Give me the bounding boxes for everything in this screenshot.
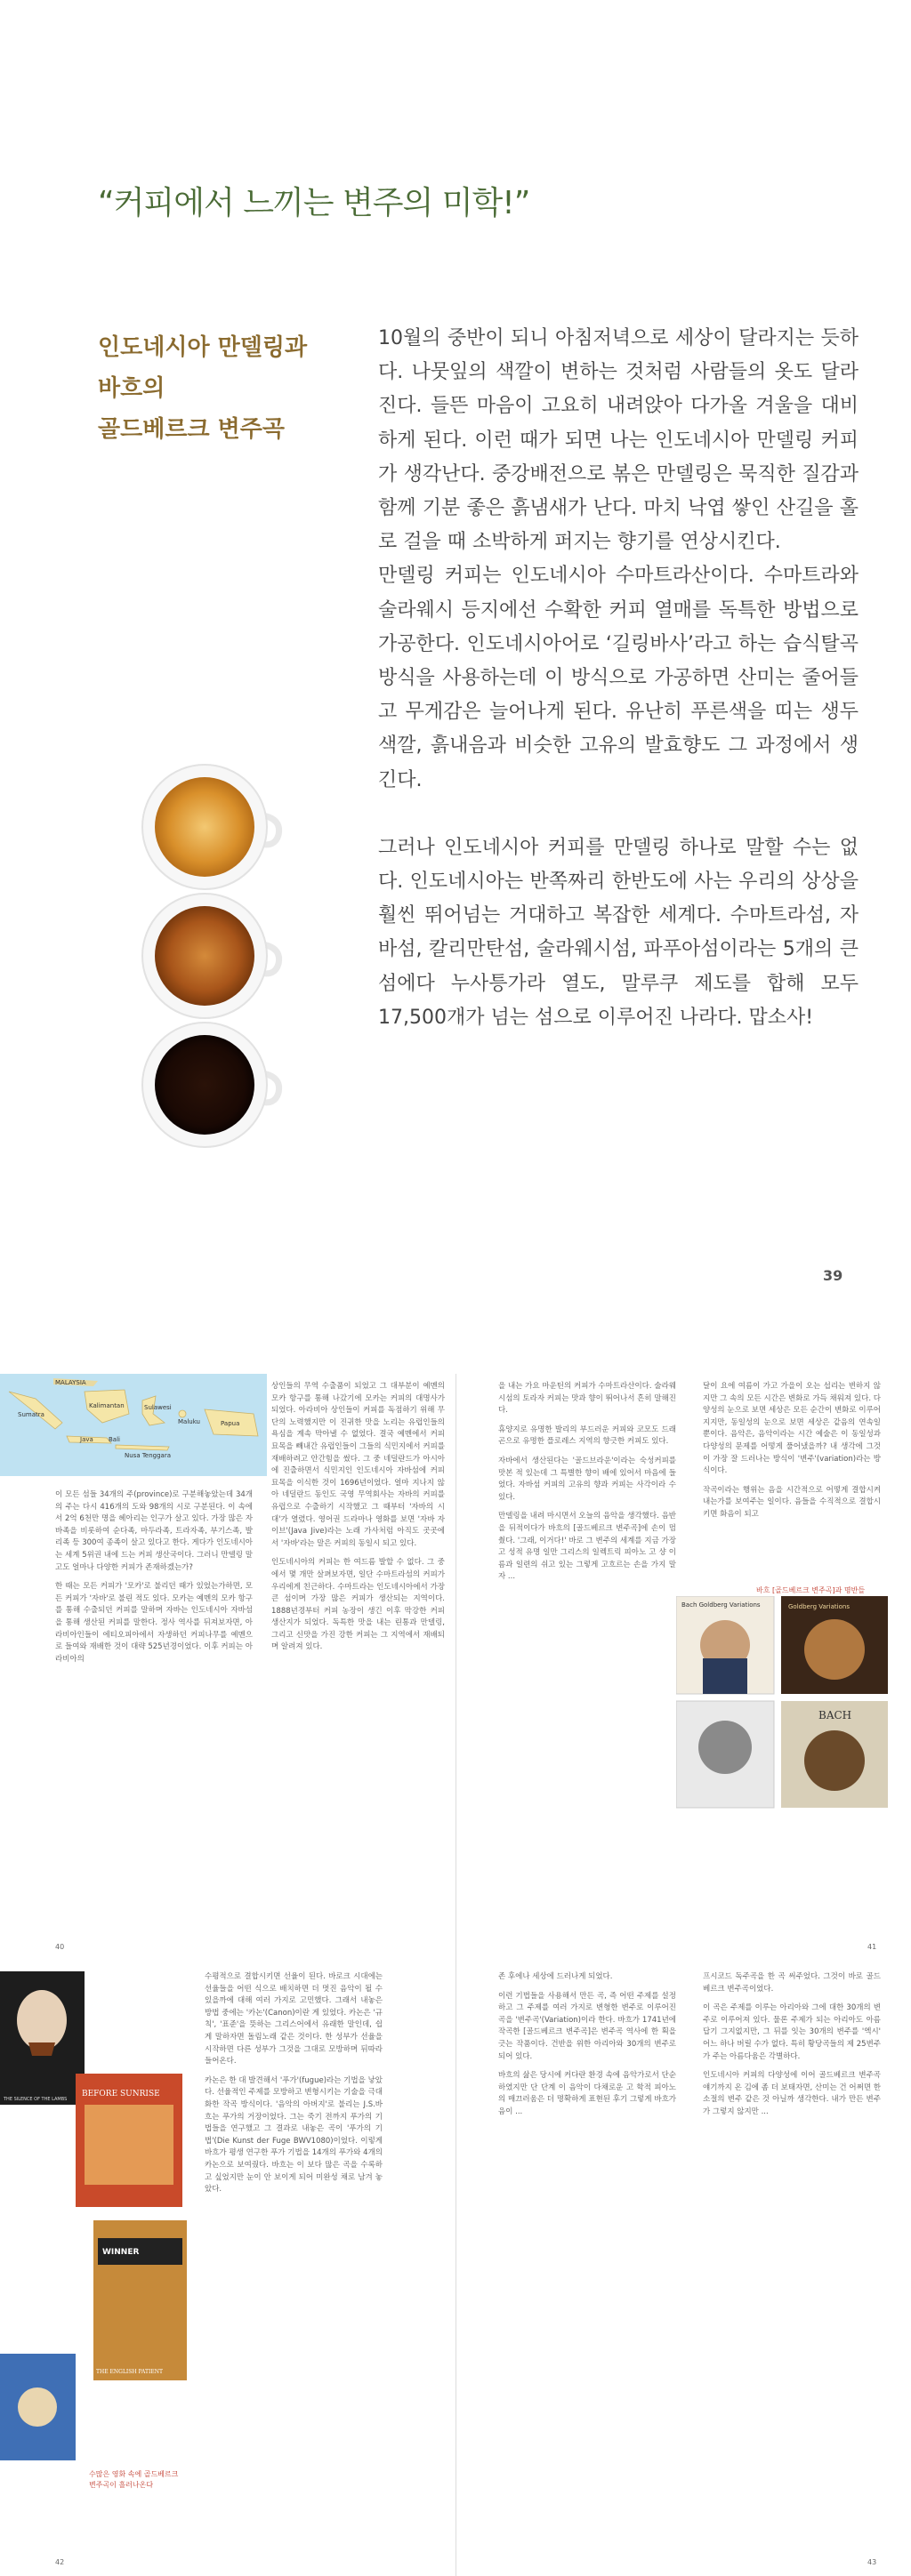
poster-before-sunrise bbox=[76, 2074, 182, 2207]
cup-light bbox=[142, 765, 279, 889]
spread-40-41 bbox=[0, 1374, 911, 1958]
poster-silence-of-the-lambs bbox=[0, 1971, 85, 2105]
subtitle-line-2: 바흐의 bbox=[98, 375, 165, 402]
album-cover-2 bbox=[781, 1596, 888, 1694]
movie-posters bbox=[0, 1971, 196, 2540]
page43-col1-para-1: 존 후에나 세상에 드러나게 되었다. bbox=[498, 1972, 613, 1981]
poster-label-2: BEFORE SUNRISE bbox=[82, 2090, 160, 2099]
page-number-40: 40 bbox=[55, 1943, 65, 1951]
map-label-sulawesi: Sulawesi bbox=[144, 1404, 172, 1411]
album-label-1: Bach Goldberg Variations bbox=[681, 1601, 761, 1609]
page41-col2-para-2: 작곡이라는 행위는 음을 시간적으로 어떻게 결합시켜내는가를 보여주는 일이다. 음들을 수직적으로 결합시키면 화음이 되고 bbox=[703, 1485, 881, 1519]
article-body bbox=[378, 322, 859, 1035]
poster-label-3: WINNER bbox=[102, 2248, 140, 2257]
poster-label-4: THE ENGLISH PATIENT bbox=[96, 2369, 164, 2375]
page42-col1-para-1: 수평적으로 결합시키면 선율이 된다. 바로크 시대에는 선율들을 어떤 식으로 배치하면 더 멋진 음악이 될 수 있을까에 대해 여러 가지로 고민했다. 그래서 내놓은 방법 중에는 '카논'(Canon)이란 게 있었다. 카논은 '규칙', '표준'을 뜻하는 그리스어에서 유래한 말인데, 쉽게 말하자면 돌림노래 같은 것이다. 한 성부가 선율을 시작하면 다른 성부가 그것을 그대로 모방하며 뒤따라 들어온다. bbox=[205, 1972, 383, 2066]
page43-col2-para-2: 이 곡은 주제를 이루는 아리아와 그에 대한 30개의 변주로 이루어져 있다. 물론 주제가 되는 아리아도 아름답기 그지없지만, 그 뒤를 잇는 30개의 변주를 '엑시' 어느 하나 버릴 수가 없다. 특히 황당곡들의 제 25변주가 주는 아름다움은 각별하다. bbox=[703, 2003, 881, 2061]
page42-col1-para-2: 카논은 한 대 발견해서 '푸가'(fugue)라는 기법을 낳았다. 선율적인 주제를 모방하고 변형시키는 기술을 극대화한 작곡 방식이다. '음악의 아버지'로 불리는 J.S.바흐는 푸가의 거장이었다. 그는 죽기 전까지 푸가의 기법들을 연구했고 그 결과로 내놓은 곡이 '푸가의 기법'(Die Kunst der Fuge BWV1080)이었다. 이렇게 바흐가 평생 연구한 푸가 기법을 14개의 푸가와 4개의 카논으로 보여줬다. 바흐는 이 보다 많은 곡을 수록하고 싶었지만 눈이 안 보이게 되어 미완성 채로 남겨 놓았다. bbox=[205, 2075, 383, 2195]
map-label-bali: Bali bbox=[109, 1436, 120, 1443]
map-label-nusa-tenggara: Nusa Tenggara bbox=[125, 1452, 172, 1459]
subtitle-line-3: 골드베르크 변주곡 bbox=[98, 416, 285, 443]
album-label-3: BACH bbox=[818, 1709, 852, 1721]
spread-42-43 bbox=[0, 1958, 911, 2576]
map-label-kalimantan: Kalimantan bbox=[89, 1402, 125, 1409]
paragraph-1: 10월의 중반이 되니 아침저녁으로 세상이 달라지는 듯하다. 나뭇잎의 색깔이 변하는 것처럼 사람들의 옷도 달라진다. 들뜬 마음이 고요히 내려앉아 다가올 겨울을 대비하게 된다. 이런 때가 되면 나는 인도네시아 만델링 커피가 생각난다. 중강배전으로 볶은 만델링은 묵직한 질감과 함께 기분 좋은 흙냄새가 난다. 마치 낙엽 쌓인 산길을 홀로 걸을 때 소박하게 퍼지는 향기를 연상시킨다. bbox=[378, 327, 859, 554]
album-label-2: Goldberg Variations bbox=[788, 1603, 850, 1610]
map-label-maluku: Maluku bbox=[178, 1418, 200, 1425]
page41-col1 bbox=[498, 1381, 676, 1950]
cup-medium bbox=[142, 894, 279, 1018]
page42-col1 bbox=[205, 1971, 383, 2558]
paragraph-2: 만델링 커피는 인도네시아 수마트라산이다. 수마트라와 술라웨시 등지에선 수확한 커피 열매를 독특한 방법으로 가공한다. 인도네시아어로 ‘길링바사’라고 하는 습식탈곡 방식을 사용하는데 이 방식으로 가공하면 산미는 줄어들고 무게감은 늘어나게 된다. 유난히 푸른색을 띠는 생두 색깔, 흙내음과 비슷한 고유의 발효향도 그 과정에서 생긴다. bbox=[378, 565, 859, 791]
page43-col2-para-1: 프시코드 독주곡을 한 곡 써주었다. 그것이 바로 골드베르크 변주곡이었다. bbox=[703, 1972, 881, 1994]
page41-col1-para-3: 자바에서 생산된다는 '골드브라운'이라는 숙성커피를 맛본 적 있는데 그 특별한 향이 배에 있어서 마음에 들었다. 자바섬 커피의 고유의 향과 커피는 사각이라 수 있다. bbox=[498, 1456, 676, 1502]
album-caption: 바흐 [골드베르크 변주곡]과 명반들 bbox=[756, 1586, 866, 1594]
album-covers bbox=[676, 1596, 890, 1818]
page40-col2-para-1: 상인들의 무역 수출품이 되었고 그 대부분이 예멘의 모카 항구를 통해 나갔기에 모카는 커피의 대명사가 되었다. 아라비아 상인들이 커피를 독점하기 위해 무단의 노력했지만 이 진귀한 맛을 노리는 유럽인들의 욕심을 계속 막아낼 수 없었다. 결국 예멘에서 커피 묘목을 빼내간 유럽인들이 그들의 식민지에서 커피를 재배하려고 안간힘을 썼다. 그 중 네덜란드가 아시아에 진출하면서 식민지인 인도네시아 자바섬에 커피 묘목을 이식한 것이 1696년이었다. 얼마 지나지 않아 네덜란드 동인도 국영 무역회사는 자바의 커피를 유럽으로 수출하기 시작했고 그 때부터 '자바의 시대'가 열렸다. 영어권 드라마나 영화를 보면 '자바 자이브'(Java Jive)라는 노래 가사처럼 아직도 곳곳에서 '자바'라는 말은 커피의 동일시 되고 있다. bbox=[271, 1382, 445, 1548]
poster-label-1: THE SILENCE OF THE LAMBS bbox=[4, 2097, 68, 2102]
page41-col1-para-2: 휴양지로 유명한 발리의 부드러운 커피와 코모도 드래곤으로 유명한 플로레스 지역의 향긋한 커피도 있다. bbox=[498, 1424, 676, 1447]
map-label-malaysia: MALAYSIA bbox=[55, 1379, 86, 1386]
page43-col2-para-3: 인도네시아 커피의 다양성에 이어 골드베르크 변주곡 얘기까지 온 김에 좀 더 보태자면, 산미는 건 어쩌면 한 소절의 변주 같은 것 아닐까 생각한다. 내가 만든 변주가 그렇지 않지만 ... bbox=[703, 2071, 881, 2116]
page41-col2-para-1: 달이 요에 여름이 가고 가을이 오는 섭리는 변하지 않지만 그 속의 모든 시간은 변화로 가득 채워져 있다. 다양성의 눈으로 보면 세상은 모든 순간이 변화로 이루어지지만, 동일성의 눈으로 보면 세상은 같음의 연속일 뿐이다. 음악은, 음악이라는 시간 예술은 이 동일성과 다양성의 문제를 어떻게 풀어냈을까? 내 생각에 그것이 가장 잘 드러나는 방식이 '변주'(variation)라는 방식이다. bbox=[703, 1382, 881, 1476]
poster-caption: 수많은 영화 속에 골드베르크 변주곡이 흘러나온다 bbox=[89, 2470, 179, 2489]
pull-quote: “커피에서 느끼는 변주의 미학!” bbox=[98, 185, 530, 221]
page-number-43: 43 bbox=[867, 2558, 877, 2566]
page41-col1-para-4: 만델링을 내려 마시면서 오늘의 음악을 생각했다. 음반을 뒤적이다가 바흐의 [골드베르크 변주곡]에 손이 멈췄다. '그래, 이거다!' 바로 그 변주의 세계를 지금 가장 고 성적 유명 일만 그리스의 일렉트릭 피아노 고 샹 이름과 일련의 쉬고 있는 그렇게 고흐르는 손을 가지 말자 ... bbox=[498, 1512, 676, 1582]
page41-col2 bbox=[703, 1381, 881, 1577]
page43-col2 bbox=[703, 1971, 881, 2558]
page43-col1-para-3: 바흐의 삶은 당시에 커다란 환경 속에 음악가로서 단순하였지만 단 단계 이 음악이 다채로운 고 학적 피아노의 매끄러움은 더 명확하게 표현된 후기 그렇게 바흐가 음이 ... bbox=[498, 2071, 676, 2116]
album-cover-1 bbox=[676, 1596, 774, 1694]
page43-col1-para-2: 이런 기법들을 사용해서 만든 곡, 즉 어떤 주제를 설정하고 그 주제를 여러 가지로 변형한 변주로 이루어진 곡을 '변주곡'(Variation)이라 한다. 바흐가 1741년에 작곡한 [골드베르크 변주곡]은 변주곡 역사에 한 획을 긋는 작품이다. 건반을 위한 아리아와 30개의 변주로 되어 있다. bbox=[498, 1991, 676, 2061]
album-cover-3 bbox=[676, 1701, 774, 1808]
page-number: 39 bbox=[823, 1267, 843, 1284]
page-number-41: 41 bbox=[867, 1943, 877, 1951]
indonesia-map bbox=[0, 1374, 267, 1476]
page41-col1-para-1: 을 내는 가요 마운틴의 커피가 수마트라산이다. 술라웨시섬의 토라자 커피는 맛과 향이 뛰어나서 흔히 말해진다. bbox=[498, 1382, 676, 1416]
page-number-42: 42 bbox=[55, 2558, 65, 2566]
poster-english-patient bbox=[93, 2220, 187, 2380]
page43-col1 bbox=[498, 1971, 676, 2558]
page40-col1-para-1: 이 모든 섬들 34개의 주(province)로 구분해놓았는데 34개의 주는 다시 416개의 도와 98개의 시로 구분된다. 이 속에서 2억 6천만 명을 헤아리는 인구가 살고 있다. 가장 많은 자바족을 비롯하여 순다족, 마두라족, 트라자족, 부기스족, 발리족 등 300여 종족이 살고 있다고 한다. 게다가 인도네시아는 세계 5위권 내에 드는 커피 생산국이다. 그러니 만델링 말고도 얼마나 다양한 커피가 존재하겠는가? bbox=[55, 1490, 253, 1572]
page40-col2 bbox=[271, 1381, 445, 1932]
paragraph-3: 그러나 인도네시아 커피를 만델링 하나로 말할 수는 없다. 인도네시아는 반쪽짜리 한반도에 사는 우리의 상상을 훨씬 뛰어넘는 거대하고 복잡한 세계다. 수마트라섬, 자바섬, 칼리만탄섬, 술라웨시섬, 파푸아섬이라는 5개의 큰 섬에다 누사틍가라 열도, 말루쿠 제도를 합해 모두 17,500개가 넘는 섬으로 이루어진 나라다. 맙소사! bbox=[378, 836, 859, 1029]
map-label-papua: Papua bbox=[221, 1420, 240, 1427]
page40-col2-para-2: 인도네시아의 커피는 한 여드름 발할 수 없다. 그 중에서 몇 개만 살펴보자면, 일단 수마트라섬의 커피가 우리에게 친근하다. 수마트라는 인도네시아에서 가장 큰 섬이며 가장 많은 커피가 생산되는 지역이다. 1888년경부터 커피 농장이 생긴 이후 막강한 커피 생산지가 되었다. 독특한 맛을 내는 린통과 만델링, 그리고 신맛을 가진 강한 커피는 그 지역에서 재배되며 알려져 있다. bbox=[271, 1558, 445, 1652]
page40-col1-para-2: 한 때는 모든 커피가 '모카'로 불리던 때가 있었는가하면, 모든 커피가 '자바'로 불린 적도 있다. 모카는 예멘의 모카 항구를 통해 수출되던 커피를 말하며 자바는 인도네시아 자바섬을 통해 생산된 커피를 말한다. 정사 역사를 뒤져보자면, 아라비아인들이 에티오피아에서 자생하던 커피나무를 예멘으로 들여와 재배한 것이 대략 525년경이었다. 이후 커피는 아라비아의 bbox=[55, 1582, 253, 1664]
map-label-java: Java bbox=[80, 1436, 93, 1443]
subtitle-line-1: 인도네시아 만델링과 bbox=[98, 334, 308, 361]
map-label-sumatra: Sumatra bbox=[18, 1411, 44, 1418]
coffee-cups-image bbox=[133, 760, 285, 1152]
article-subtitle bbox=[98, 327, 356, 450]
album-cover-4 bbox=[781, 1701, 888, 1808]
poster-animated bbox=[0, 2354, 76, 2460]
cup-dark bbox=[142, 1023, 279, 1147]
map-maluku bbox=[179, 1410, 186, 1417]
page40-col1 bbox=[55, 1489, 253, 1943]
